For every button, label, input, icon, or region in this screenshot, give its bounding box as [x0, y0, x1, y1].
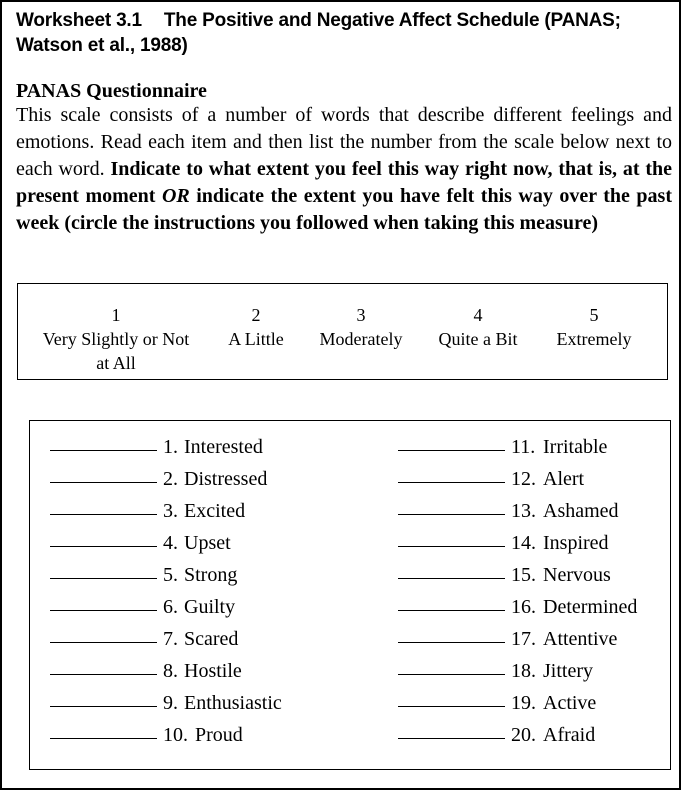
item-number: 20.: [511, 724, 536, 746]
item-row: [50, 527, 330, 559]
scale-option-3: [306, 303, 416, 351]
item-row: [398, 687, 663, 719]
item-row: [398, 495, 663, 527]
item-word: Determined: [543, 596, 638, 618]
answer-blank[interactable]: [398, 546, 505, 547]
answer-blank[interactable]: [50, 674, 157, 675]
item-row: [50, 655, 330, 687]
item-number: 4.: [163, 532, 178, 554]
item-number: 19.: [511, 692, 536, 714]
scale-label-continued: at All: [96, 353, 136, 373]
item-word: Distressed: [184, 468, 268, 490]
item-number: 7.: [163, 628, 178, 650]
item-word: Alert: [543, 468, 585, 490]
item-number: 16.: [511, 596, 536, 618]
item-number: 13.: [511, 500, 536, 522]
item-row: [50, 495, 330, 527]
answer-blank[interactable]: [50, 642, 157, 643]
scale-option-1: [30, 303, 202, 375]
item-row: [398, 655, 663, 687]
item-word: Enthusiastic: [184, 692, 282, 714]
answer-blank[interactable]: [398, 482, 505, 483]
item-word: Active: [543, 692, 597, 714]
rating-scale-box: [17, 283, 668, 380]
scale-option-4: [424, 303, 532, 351]
answer-blank[interactable]: [50, 610, 157, 611]
worksheet-label: Worksheet 3.1: [16, 10, 142, 31]
instructions-paragraph: [16, 102, 672, 237]
instructions-bold-1: Indicate to what extent you feel this way right now, that is, at the present moment: [16, 158, 673, 207]
item-row: [50, 559, 330, 591]
item-word: Irritable: [543, 436, 608, 458]
item-number: 8.: [163, 660, 178, 682]
item-number: 1.: [163, 436, 178, 458]
item-row: [50, 687, 330, 719]
answer-blank[interactable]: [50, 482, 157, 483]
item-row: [398, 463, 663, 495]
item-row: [398, 527, 663, 559]
item-word: Jittery: [543, 660, 593, 682]
scale-option-2: [214, 303, 298, 351]
item-number: 14.: [511, 532, 536, 554]
item-row: [50, 623, 330, 655]
answer-blank[interactable]: [398, 738, 505, 739]
worksheet-title: [16, 8, 676, 58]
item-word: Inspired: [543, 532, 609, 554]
item-number: 17.: [511, 628, 536, 650]
item-row: [50, 719, 330, 751]
answer-blank[interactable]: [398, 610, 505, 611]
answer-blank[interactable]: [50, 706, 157, 707]
item-number: 12.: [511, 468, 536, 490]
item-word: Strong: [184, 564, 238, 586]
answer-blank[interactable]: [398, 450, 505, 451]
scale-label: Quite a Bit: [438, 329, 518, 349]
scale-number: 2: [251, 305, 261, 325]
item-number: 18.: [511, 660, 536, 682]
item-word: Hostile: [184, 660, 242, 682]
scale-number: 3: [356, 305, 366, 325]
item-word: Interested: [184, 436, 263, 458]
item-row: [398, 431, 663, 463]
item-row: [50, 463, 330, 495]
items-box: [29, 420, 671, 770]
answer-blank[interactable]: [50, 578, 157, 579]
item-number: 15.: [511, 564, 536, 586]
answer-blank[interactable]: [50, 514, 157, 515]
item-word: Nervous: [543, 564, 611, 586]
answer-blank[interactable]: [50, 450, 157, 451]
scale-option-5: [544, 303, 644, 351]
instructions-text: This scale consists of a number of words that describe different feelings and emotions. Read each item and then list the number from the scale below next to each word.: [16, 104, 672, 180]
instructions-or: OR: [161, 185, 190, 207]
scale-number: 4: [473, 305, 483, 325]
item-word: Upset: [184, 532, 231, 554]
item-number: 9.: [163, 692, 178, 714]
scale-number: 1: [111, 305, 121, 325]
item-word: Excited: [184, 500, 246, 522]
answer-blank[interactable]: [50, 546, 157, 547]
scale-number: 5: [589, 305, 599, 325]
scale-label: Extremely: [556, 329, 632, 349]
item-number: 3.: [163, 500, 178, 522]
item-word: Scared: [184, 628, 239, 650]
title-line-1: The Positive and Negative Affect Schedule (PANAS;: [163, 10, 621, 31]
item-number: 5.: [163, 564, 178, 586]
title-line-2: Watson et al., 1988): [16, 35, 188, 56]
answer-blank[interactable]: [398, 578, 505, 579]
item-number: 10.: [163, 724, 188, 746]
scale-label: Very Slightly or Not: [42, 329, 190, 349]
answer-blank[interactable]: [50, 738, 157, 739]
item-word: Attentive: [543, 628, 618, 650]
item-row: [398, 623, 663, 655]
item-row: [398, 559, 663, 591]
questionnaire-heading: PANAS Questionnaire: [16, 80, 207, 102]
item-row: [398, 591, 663, 623]
answer-blank[interactable]: [398, 514, 505, 515]
item-row: [50, 591, 330, 623]
item-number: 2.: [163, 468, 178, 490]
scale-label: Moderately: [319, 329, 403, 349]
instructions-bold-2: indicate the extent you have felt this way over the past week (circle the instructions you followed when taking this measure): [16, 185, 672, 234]
item-number: 6.: [163, 596, 178, 618]
scale-label: A Little: [228, 329, 284, 349]
answer-blank[interactable]: [398, 706, 505, 707]
item-number: 11.: [511, 436, 536, 458]
item-row: [398, 719, 663, 751]
answer-blank[interactable]: [398, 674, 505, 675]
answer-blank[interactable]: [398, 642, 505, 643]
item-row: [50, 431, 330, 463]
item-word: Guilty: [184, 596, 236, 618]
item-word: Ashamed: [543, 500, 619, 522]
item-word: Afraid: [543, 724, 596, 746]
item-word: Proud: [195, 724, 243, 746]
